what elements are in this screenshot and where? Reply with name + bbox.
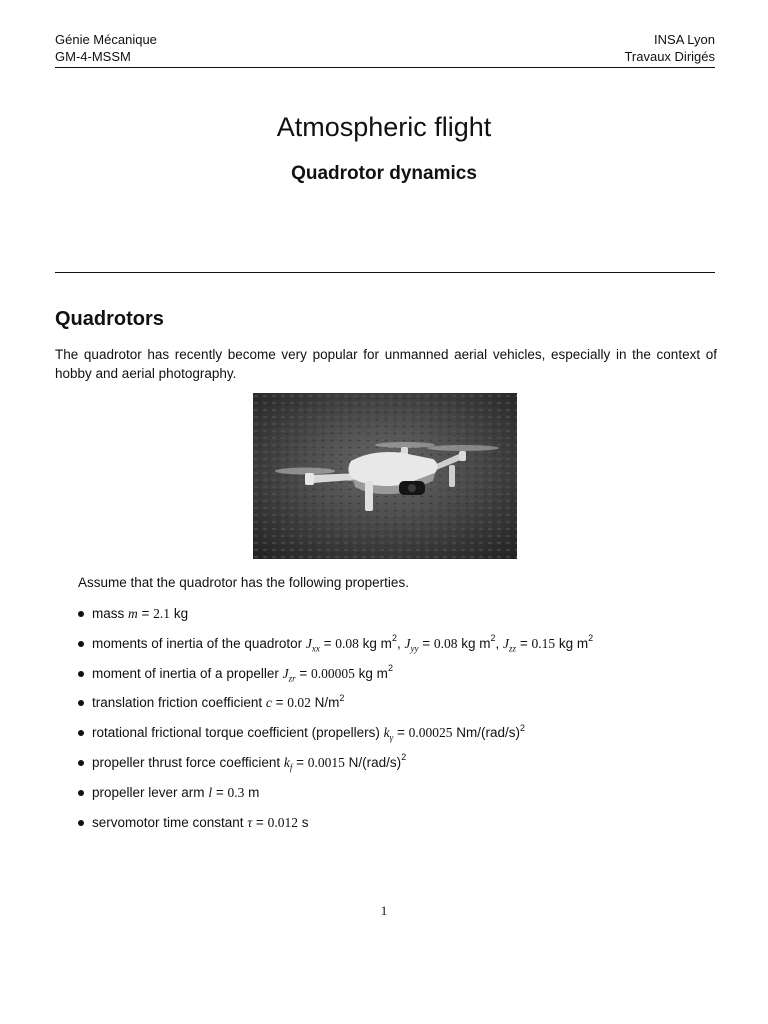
list-item: moment of inertia of a propeller $J_{zr} = 0.00005$ kg $m^2$ — [78, 664, 593, 694]
properties-list — [78, 604, 593, 842]
bullet-icon — [78, 730, 84, 736]
section-heading: Quadrotors — [55, 308, 164, 330]
page-number: 1 — [380, 903, 388, 918]
bullet-icon — [78, 700, 84, 706]
list-item: servomotor time constant τ = 0.012 s — [78, 813, 593, 843]
header-institution: INSA Lyon — [654, 32, 715, 47]
list-item: moments of inertia of the quadrotor $J_{xx} = 0.08$ kg $m^2$, $J_{yy} = 0.08$ kg $m^2$, $J_{zz} = 0.15$ kg $m^2$ — [78, 634, 593, 664]
header-divider — [55, 67, 715, 68]
list-item: mass m = 2.1 kg — [78, 604, 593, 634]
header-doc-type: Travaux Dirigés — [624, 49, 715, 64]
title-divider — [55, 272, 715, 273]
header-right — [624, 31, 715, 65]
header-department: Génie Mécanique — [55, 32, 157, 47]
bullet-icon — [78, 760, 84, 766]
drone-photo — [253, 393, 517, 559]
list-item: translation friction coefficient c = 0.02 $N/m^2$ — [78, 693, 593, 723]
list-item: propeller lever arm l = 0.3 m — [78, 783, 593, 813]
bullet-icon — [78, 790, 84, 796]
bullet-icon — [78, 641, 84, 647]
header-course-code: GM-4-MSSM — [55, 49, 131, 64]
bullet-icon — [78, 611, 84, 617]
page-title: Atmospheric flight — [276, 112, 492, 142]
page-subtitle: Quadrotor dynamics — [291, 163, 477, 184]
list-item: propeller thrust force coefficient $k_f = 0.0015$ $N/(rad/s)^2$ — [78, 753, 593, 783]
list-item: rotational frictional torque coefficient (propellers) $k_\gamma = 0.00025$ $Nm/(rad/s)^2$ — [78, 723, 593, 753]
header-left — [55, 31, 157, 65]
bullet-icon — [78, 820, 84, 826]
bullet-icon — [78, 671, 84, 677]
properties-intro: Assume that the quadrotor has the following properties. — [78, 575, 409, 590]
intro-paragraph: The quadrotor has recently become very popular for unmanned aerial vehicles, especially in the context of hobby and aerial photography. — [55, 347, 717, 381]
